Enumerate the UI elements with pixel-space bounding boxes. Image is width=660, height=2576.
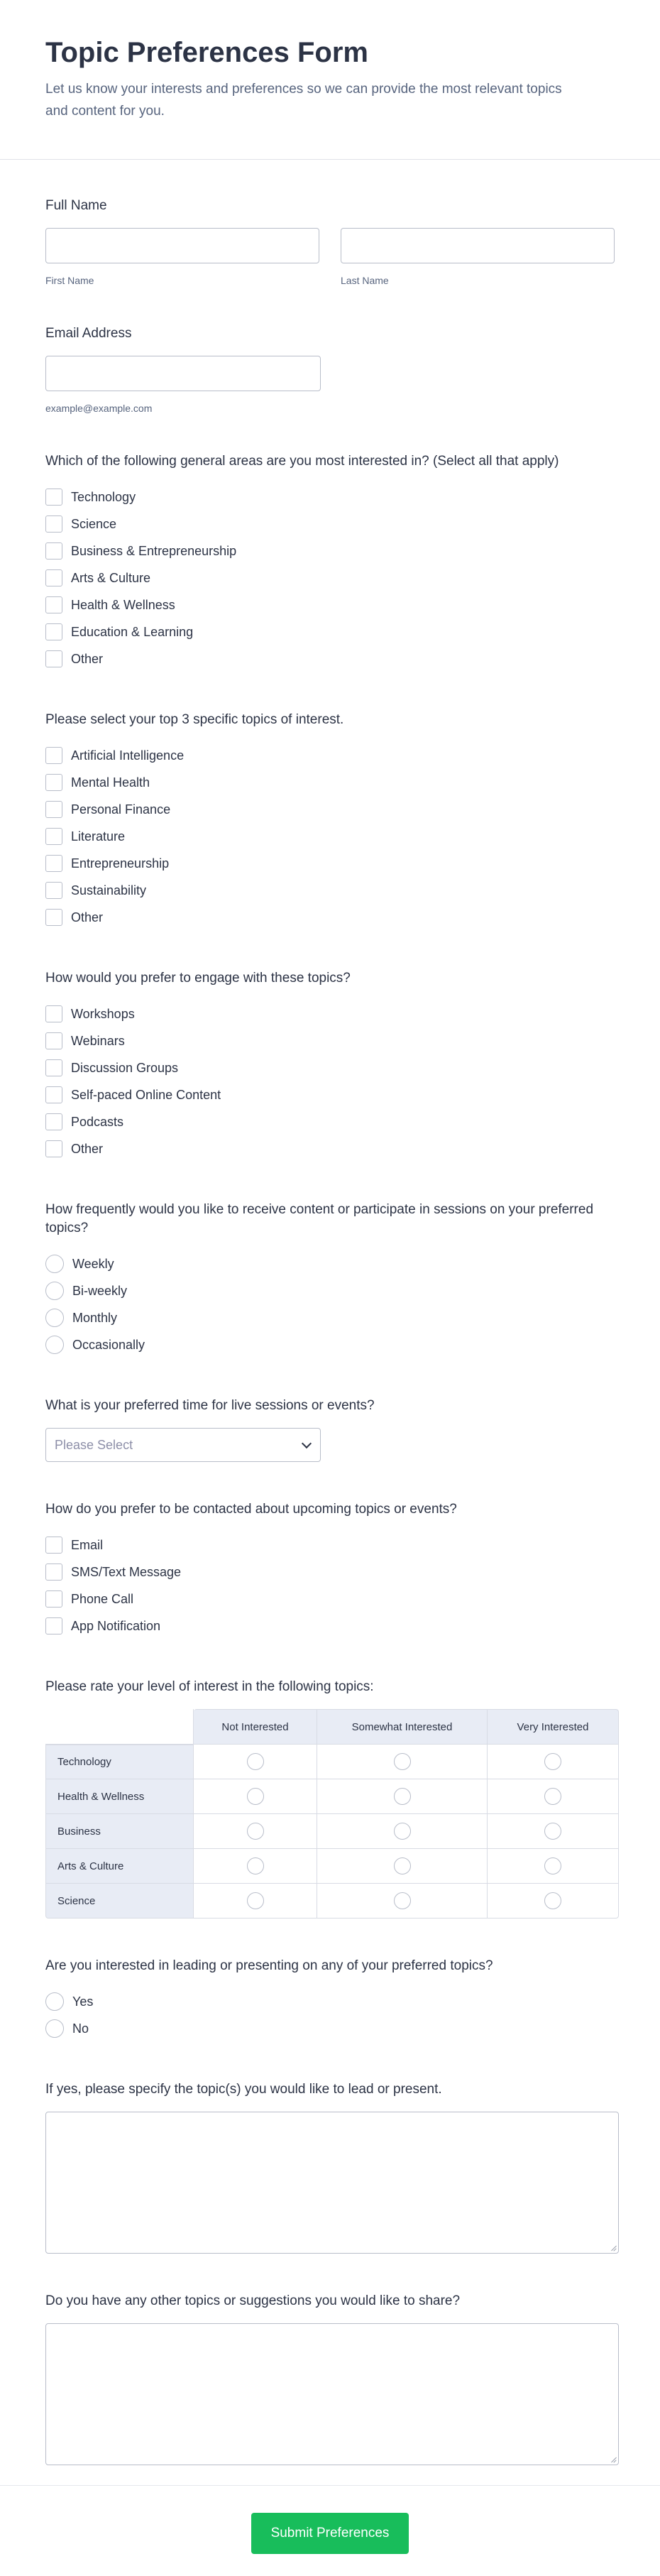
option-label: Business & Entrepreneurship: [71, 543, 237, 558]
first-name-input[interactable]: [45, 228, 319, 263]
frequency-field: [45, 1201, 615, 1358]
matrix-row-label: Arts & Culture: [45, 1849, 194, 1884]
checkbox-option[interactable]: [45, 1054, 615, 1081]
checkbox[interactable]: [45, 882, 62, 899]
checkbox[interactable]: [45, 1113, 62, 1130]
checkbox-option[interactable]: [45, 484, 615, 511]
suggestions-field: [45, 2292, 615, 2465]
option-label: Podcasts: [71, 1114, 124, 1129]
option-label: SMS/Text Message: [71, 1564, 182, 1579]
matrix-radio[interactable]: [544, 1823, 561, 1840]
matrix-radio[interactable]: [394, 1823, 411, 1840]
option-label: Bi-weekly: [72, 1283, 128, 1298]
checkbox[interactable]: [45, 828, 62, 845]
radio-option[interactable]: [45, 1250, 615, 1277]
option-label: Email: [71, 1537, 104, 1552]
engage-label: How would you prefer to engage with these topics?: [45, 971, 351, 986]
form-body: [0, 197, 660, 2465]
checkbox-option[interactable]: [45, 1586, 615, 1612]
checkbox-option[interactable]: [45, 1135, 615, 1162]
lead-topics-field: [45, 2080, 615, 2254]
matrix-radio[interactable]: [247, 1823, 264, 1840]
option-label: Arts & Culture: [71, 570, 151, 585]
option-label: Workshops: [71, 1006, 135, 1021]
radio-option[interactable]: [45, 1988, 615, 2015]
form-title: Topic Preferences Form: [45, 37, 368, 68]
checkbox[interactable]: [45, 1086, 62, 1103]
checkbox-option[interactable]: [45, 850, 615, 877]
checkbox[interactable]: [45, 774, 62, 791]
contact-field: [45, 1500, 615, 1639]
lead-topics-textarea[interactable]: [45, 2112, 619, 2254]
option-label: Personal Finance: [71, 802, 171, 817]
matrix-radio[interactable]: [394, 1892, 411, 1909]
checkbox-option[interactable]: [45, 1559, 615, 1586]
matrix-radio[interactable]: [247, 1753, 264, 1770]
lead-topics-label: If yes, please specify the topic(s) you would like to lead or present.: [45, 2082, 442, 2097]
last-name-input[interactable]: [341, 228, 615, 263]
matrix-column-header: Very Interested: [488, 1709, 619, 1745]
suggestions-label: Do you have any other topics or suggestions you would like to share?: [45, 2293, 461, 2308]
checkbox[interactable]: [45, 1032, 62, 1049]
checkbox[interactable]: [45, 747, 62, 764]
checkbox-option[interactable]: [45, 1532, 615, 1559]
checkbox[interactable]: [45, 515, 62, 533]
checkbox-option[interactable]: [45, 591, 615, 618]
checkbox-option[interactable]: [45, 769, 615, 796]
checkbox-option[interactable]: [45, 645, 615, 672]
checkbox-option[interactable]: [45, 796, 615, 823]
option-label: Weekly: [72, 1256, 114, 1271]
checkbox-option[interactable]: [45, 877, 615, 904]
checkbox-option[interactable]: [45, 1612, 615, 1639]
matrix-radio[interactable]: [544, 1857, 561, 1874]
matrix-row: [45, 1849, 619, 1884]
radio-button[interactable]: [45, 1255, 64, 1273]
form-footer: [0, 2485, 660, 2576]
checkbox[interactable]: [45, 1537, 62, 1554]
specific-topics-label: Please select your top 3 specific topics of interest.: [45, 712, 344, 727]
frequency-label: How frequently would you like to receive content or participate in sessions on your preferred topics?: [45, 1202, 594, 1235]
specific-topics-field: [45, 711, 615, 931]
option-label: Sustainability: [71, 883, 147, 897]
email-field: [45, 324, 615, 414]
email-label: Email Address: [45, 326, 132, 341]
checkbox[interactable]: [45, 909, 62, 926]
option-label: Self-paced Online Content: [71, 1087, 221, 1102]
preferred-time-select[interactable]: [45, 1428, 321, 1462]
option-label: No: [72, 2021, 89, 2036]
engage-field: [45, 969, 615, 1162]
checkbox[interactable]: [45, 1059, 62, 1076]
option-label: Artificial Intelligence: [71, 748, 185, 763]
matrix-column-header: Somewhat Interested: [317, 1709, 488, 1745]
option-label: Mental Health: [71, 775, 150, 790]
last-name-sublabel: Last Name: [341, 275, 389, 286]
submit-button[interactable]: Submit Preferences: [251, 2513, 409, 2554]
checkbox-option[interactable]: [45, 537, 615, 564]
option-label: Entrepreneurship: [71, 856, 170, 871]
email-input[interactable]: [45, 356, 321, 391]
option-label: Science: [71, 516, 117, 531]
option-label: Technology: [71, 489, 136, 504]
preferred-time-label: What is your preferred time for live sessions or events?: [45, 1398, 375, 1413]
checkbox[interactable]: [45, 801, 62, 818]
checkbox-option[interactable]: [45, 742, 615, 769]
radio-button[interactable]: [45, 1336, 64, 1354]
radio-button[interactable]: [45, 1282, 64, 1300]
resize-handle-icon[interactable]: [610, 2245, 616, 2251]
matrix-corner: [45, 1709, 194, 1745]
matrix-radio[interactable]: [394, 1753, 411, 1770]
option-label: Phone Call: [71, 1591, 134, 1606]
matrix-radio[interactable]: [544, 1892, 561, 1909]
checkbox-option[interactable]: [45, 618, 615, 645]
matrix-row: [45, 1814, 619, 1849]
first-name-sublabel: First Name: [45, 275, 94, 286]
rating-field: [45, 1678, 615, 1919]
checkbox[interactable]: [45, 569, 62, 586]
radio-option[interactable]: [45, 1304, 615, 1331]
general-areas-label: Which of the following general areas are you most interested in? (Select all that apply): [45, 454, 559, 469]
rating-label: Please rate your level of interest in the following topics:: [45, 1679, 374, 1694]
matrix-row-label: Business: [45, 1814, 194, 1849]
checkbox-option[interactable]: [45, 823, 615, 850]
checkbox-option[interactable]: [45, 1081, 615, 1108]
checkbox-option[interactable]: [45, 1027, 615, 1054]
suggestions-textarea[interactable]: [45, 2323, 619, 2465]
matrix-radio[interactable]: [544, 1788, 561, 1805]
checkbox[interactable]: [45, 542, 62, 560]
radio-button[interactable]: [45, 2019, 64, 2038]
checkbox[interactable]: [45, 1005, 62, 1022]
checkbox[interactable]: [45, 489, 62, 506]
radio-option[interactable]: [45, 1277, 615, 1304]
matrix-radio[interactable]: [394, 1857, 411, 1874]
checkbox-option[interactable]: [45, 1108, 615, 1135]
checkbox[interactable]: [45, 1617, 62, 1634]
checkbox-option[interactable]: [45, 1000, 615, 1027]
option-label: Literature: [71, 829, 126, 844]
matrix-row: [45, 1745, 619, 1779]
general-areas-field: [45, 452, 615, 672]
option-label: Discussion Groups: [71, 1060, 179, 1075]
full-name-label: Full Name: [45, 198, 107, 213]
rating-matrix: [45, 1709, 619, 1919]
checkbox-option[interactable]: [45, 511, 615, 537]
option-label: Monthly: [72, 1310, 118, 1325]
checkbox[interactable]: [45, 650, 62, 667]
radio-option[interactable]: [45, 2015, 615, 2042]
radio-button[interactable]: [45, 1992, 64, 2011]
option-label: App Notification: [71, 1618, 161, 1633]
preferred-time-field: [45, 1397, 615, 1462]
checkbox[interactable]: [45, 596, 62, 613]
checkbox[interactable]: [45, 855, 62, 872]
resize-handle-icon[interactable]: [610, 2457, 616, 2462]
matrix-row-label: Health & Wellness: [45, 1779, 194, 1814]
full-name-field: [45, 197, 615, 286]
select-placeholder: Please Select: [55, 1437, 133, 1452]
option-label: Occasionally: [72, 1337, 145, 1352]
matrix-row-label: Technology: [45, 1745, 194, 1779]
matrix-radio[interactable]: [247, 1857, 264, 1874]
option-label: Health & Wellness: [71, 597, 175, 612]
option-label: Other: [71, 1141, 104, 1156]
matrix-radio[interactable]: [394, 1788, 411, 1805]
option-label: Other: [71, 910, 104, 924]
leading-field: [45, 1957, 615, 2042]
option-label: Other: [71, 651, 104, 666]
matrix-row: [45, 1884, 619, 1919]
matrix-radio[interactable]: [247, 1788, 264, 1805]
checkbox[interactable]: [45, 623, 62, 640]
option-label: Education & Learning: [71, 624, 194, 639]
checkbox-option[interactable]: [45, 564, 615, 591]
matrix-radio[interactable]: [247, 1892, 264, 1909]
radio-option[interactable]: [45, 1331, 615, 1358]
matrix-radio[interactable]: [544, 1753, 561, 1770]
matrix-row: [45, 1779, 619, 1814]
email-sublabel: example@example.com: [45, 403, 153, 414]
form-header: [0, 0, 660, 160]
contact-label: How do you prefer to be contacted about upcoming topics or events?: [45, 1502, 457, 1517]
checkbox[interactable]: [45, 1140, 62, 1157]
form-subtitle: Let us know your interests and preferences so we can provide the most relevant topics and content for you.: [45, 82, 562, 119]
option-label: Yes: [72, 1994, 94, 2009]
radio-button[interactable]: [45, 1309, 64, 1327]
checkbox[interactable]: [45, 1563, 62, 1581]
matrix-column-header: Not Interested: [194, 1709, 317, 1745]
checkbox[interactable]: [45, 1590, 62, 1608]
chevron-down-icon: [302, 1438, 312, 1448]
leading-label: Are you interested in leading or presenting on any of your preferred topics?: [45, 1958, 493, 1973]
checkbox-option[interactable]: [45, 904, 615, 931]
matrix-row-label: Science: [45, 1884, 194, 1919]
option-label: Webinars: [71, 1033, 125, 1048]
